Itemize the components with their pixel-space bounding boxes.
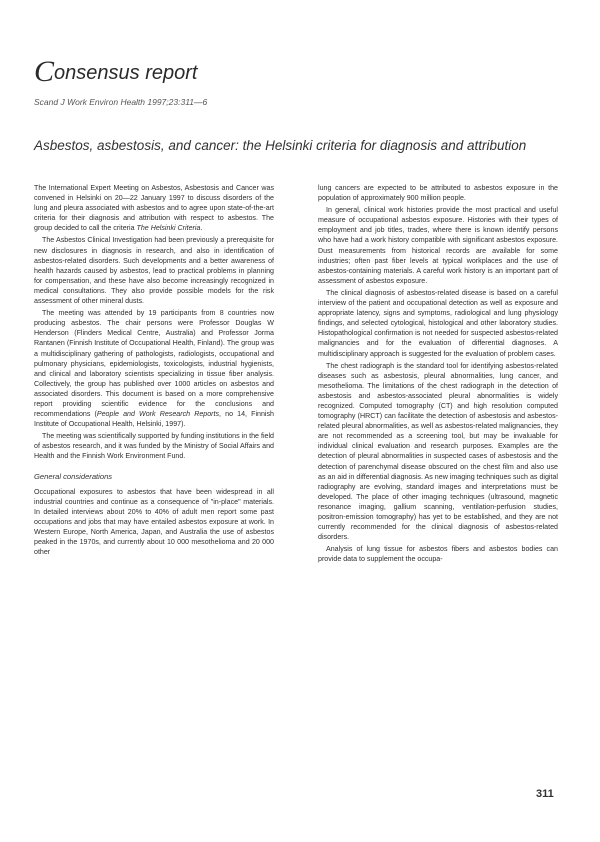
journal-citation: Scand J Work Environ Health 1997;23:311—6 — [34, 97, 208, 107]
right-column — [318, 183, 558, 566]
section-title-rest: onsensus report — [54, 62, 198, 84]
paragraph: lung cancers are expected to be attributed to asbestos exposure in the population of approximately 900 million people. — [318, 184, 558, 203]
article-title: Asbestos, asbestosis, and cancer: the Helsinki criteria for diagnosis and attribution — [34, 138, 527, 153]
paragraph: Occupational exposures to asbestos that have been widespread in all industrial countries and continue as a consequence of "in-place" materials. In detailed interviews about 20% to 40% of adult men report some past occupations and jobs that may have entailed asbestos exposure at work. In Western Europe, North America, Japan, and Australia the use of asbestos peaked in the 1970s, and currently about 10 000 mesothelioma and 20 000 other — [34, 487, 274, 557]
paragraph-text: The International Expert Meeting on Asbestos, Asbestosis and Cancer was convened in Helsinki on 20—22 January 1997 to discuss disorders of the lung and pleura associated with asbestos and to agree upon state-of-the-art criteria for their diagnosis and attribution with respect to asbestos. The group decided to call the criteria — [34, 184, 274, 233]
paragraph: In general, clinical work histories provide the most practical and useful measure of occupational asbestos exposure. Histories with their types of employment and job titles, trades, where there is known identify persons who have had a work history compatible with significant asbestos exposure. Dust measurements from historical records are available for some industries; often past fiber levels at typical workplaces and the use of asbestos-containing materials. A careful work history is an important part of assessment of asbestos exposure. — [318, 206, 558, 285]
paragraph: The Asbestos Clinical Investigation had been previously a prerequisite for new disclosures in diagnosis in research, and also in identification of asbestos-related disorders. Such developments and a better awareness of health hazards caused by asbestos, lead to practical problems in planning for compensation, and these have also become increasingly recognized in medical consultations. They also provide possible models for the risk assessment of other mineral dusts. — [34, 236, 274, 306]
paragraph: Analysis of lung tissue for asbestos fibers and asbestos bodies can provide data to supplement the occupa- — [318, 545, 558, 564]
paragraph-text: , no 14, Finnish Institute of Occupational Health, Helsinki, 1997). — [34, 410, 275, 429]
paragraph — [34, 183, 274, 233]
paragraph-text: . — [200, 224, 203, 233]
emphasized-text: People and Work Research Reports — [96, 410, 220, 419]
section-title-initial: C — [34, 55, 55, 88]
paragraph: The clinical diagnosis of asbestos-related disease is based on a careful interview of the patient and occupational detection as well as exposure and appropriate latency, signs and symptoms, radiological and lung physiology findings, and selected cytological, histological and other laboratory studies. Histopathological confirmation is not needed for suspected asbestos-related malignancies and for the evaluation of differential diagnoses. A multidisciplinary approach is suggested for the evaluation of problem cases. — [318, 288, 558, 358]
paragraph — [34, 308, 274, 429]
left-column — [34, 183, 274, 559]
paragraph-text: The meeting was attended by 19 participants from 8 countries now producing asbestos. The chair persons were Professor Douglas W Henderson (Flinders Medical Centre, Australia) and Professor Jorma Rantanen (Finnish Institute of Occupational Health, Finland). The group was a multidisciplinary gathering of pathologists, radiologists, occupational and pulmonary physicians, epidemiologists, toxicologists, industrial hygienists, and clinical and laboratory scientists specializing in tissue fiber analysis. Collectively, the group has published over 1000 articles on asbestos and associated disorders. This document is based on a more comprehensive report providing scientific evidence for the conclusions and recommendations ( — [34, 309, 274, 419]
page-number: 311 — [536, 788, 554, 800]
emphasized-text: The Helsinki Criteria — [136, 224, 201, 233]
paragraph: The chest radiograph is the standard tool for identifying asbestos-related diseases such as asbestosis, pleural abnormalities, lung cancer, and mesothelioma. The limitations of the chest radiograph in the detection of asbestosis and asbestos-associated pleural abnormalities is widely recognized. Computed tomography (CT) and high resolution computed tomography (HRCT) can facilitate the detection of asbestosis and asbestos-related pleural abnormalities, as well as asbestos-related malignancies, they are not recommended as a screening tool, but may be invaluable for individual clinical evaluation and research purposes. Examples are the detection of pleural abnormalities in suspected cases of asbestosis and the detection of parenchymal disease obscured on the chest film and also use as an aid in differential diagnosis. As new imaging techniques such as digital radiography are evolving, standard images and interpretations must be developed. The place of other imaging techniques (ultrasound, magnetic resonance imaging, gallium scanning, ventilation-perfusion studies, positron-emission tomography) has yet to be established, and they are not currently recommended for the clinical diagnosis of asbestos-related disorders. — [318, 361, 558, 542]
section-heading: General considerations — [34, 471, 113, 481]
paragraph: The meeting was scientifically supported by funding institutions in the field of asbestos research, and it was funded by the Ministry of Social Affairs and Health and the Finnish Work Environment Fund. — [34, 432, 274, 461]
section-title — [34, 55, 198, 88]
